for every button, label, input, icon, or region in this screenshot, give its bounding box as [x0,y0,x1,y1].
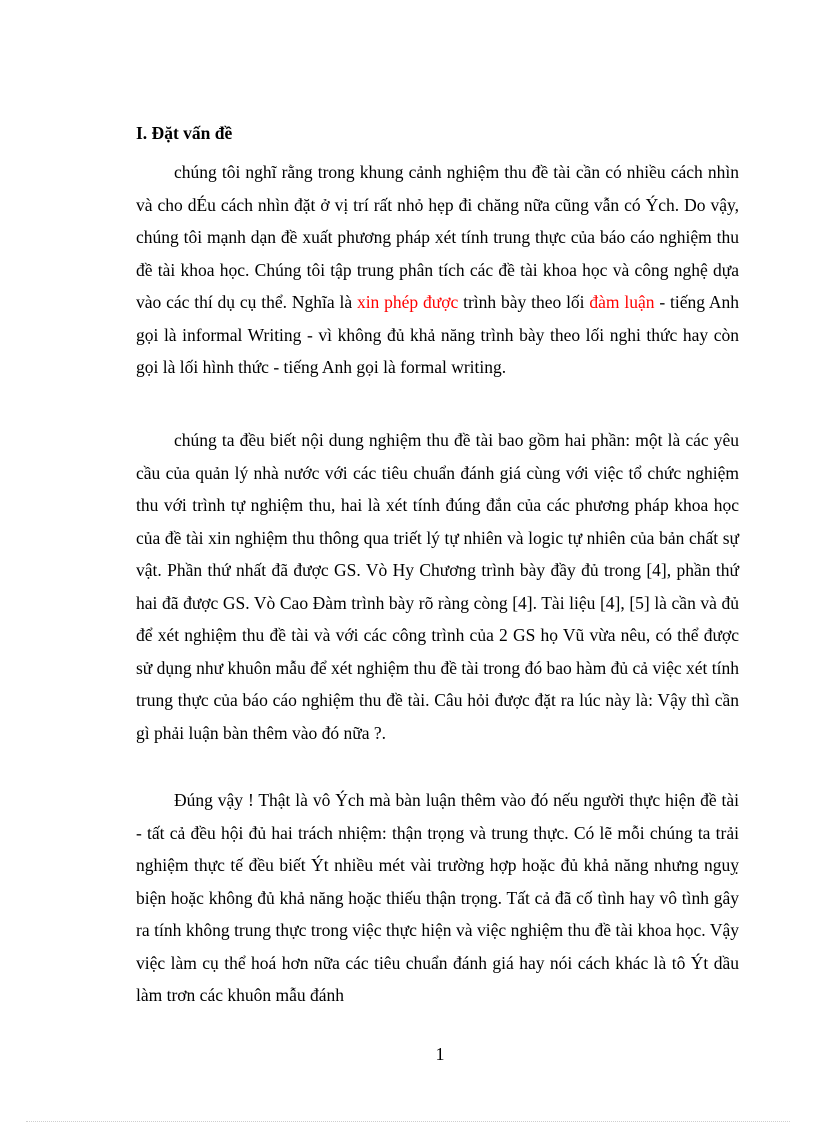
section-heading: I. Đặt vấn đề [136,123,233,143]
paragraph-1 [136,156,739,384]
highlighted-phrase-dam-luan: đàm luận [589,292,655,312]
paragraph-1-part-1: chúng tôi nghĩ rằng trong khung cảnh nghiệm thu đề tài cần có nhiều cách nhìn và cho dÉu cách nhìn đặt ở vị trí rất nhỏ hẹp đi chăng nữa cũng vẫn có Ých. Do vậy, chúng tôi mạnh dạn đề xuất phương pháp xét tính trung thực của báo cáo nghiệm thu đề tài khoa học. Chúng tôi tập trung phân tích các đề tài khoa học và công nghệ dựa vào các thí dụ cụ thể. Nghĩa là [136,162,739,312]
paragraph-1-part-3: - tiếng Anh gọi là informal Writing - vì không đủ khả năng trình bày theo lối nghi thức hay còn gọi là lối hình thức - tiếng Anh gọi là formal writing. [136,292,740,377]
paragraph-2-text: chúng ta đều biết nội dung nghiệm thu đề tài bao gồm hai phần: một là các yêu cầu của quản lý nhà nước với các tiêu chuẩn đánh giá cùng với việc tổ chức nghiệm thu với trình tự nghiệm thu, hai là xét tính đúng đắn của các phương pháp khoa học của đề tài xin nghiệm thu thông qua triết lý tự nhiên và logic tự nhiên của bản chất sự vật. Phần thứ nhất đã được GS. Vò Hy Chương trình bày đầy đủ trong [4], phần thứ hai đã được GS. Vò Cao Đàm trình bày rõ ràng còng [4]. Tài liệu [4], [5] là cần và đủ để xét nghiệm thu đề tài và với các công trình của 2 GS họ Vũ vừa nêu, có thể được sử dụng như khuôn mẫu để xét nghiệm thu đề tài trong đó bao hàm đủ cả việc xét tính trung thực của báo cáo nghiệm thu đề tài. Câu hỏi được đặt ra lúc này là: Vậy thì cần gì phải luận bàn thêm vào đó nữa ?. [136,430,739,743]
paragraph-1-text [136,156,739,384]
paragraph-2 [136,424,739,749]
highlighted-phrase-xin-phep-duoc: xin phép được [356,292,459,312]
paragraph-3-text: Đúng vậy ! Thật là vô Ých mà bàn luận thêm vào đó nếu người thực hiện đề tài - tất cả đều hội đủ hai trách nhiệm: thận trọng và trung thực. Có lẽ mỗi chúng ta trải nghiệm thực tế đều biết Ýt nhiều mét vài trường hợp hoặc đủ khả năng nhưng nguỵ biện hoặc không đủ khả năng hoặc thiếu thận trọng. Tất cả đã cố tình hay vô tình gây ra tính không trung thực trong việc thực hiện và việc nghiệm thu đề tài khoa học. Vậy việc làm cụ thể hoá hơn nữa các tiêu chuẩn đánh giá hay nói cách khác là tô Ýt dầu làm trơn các khuôn mẫu đánh [136,790,739,1005]
paragraph-1-part-2: trình bày theo lối [458,292,590,312]
paragraph-3 [136,784,739,1012]
page-number: 1 [435,1044,445,1064]
page-bottom-divider [26,1121,790,1122]
